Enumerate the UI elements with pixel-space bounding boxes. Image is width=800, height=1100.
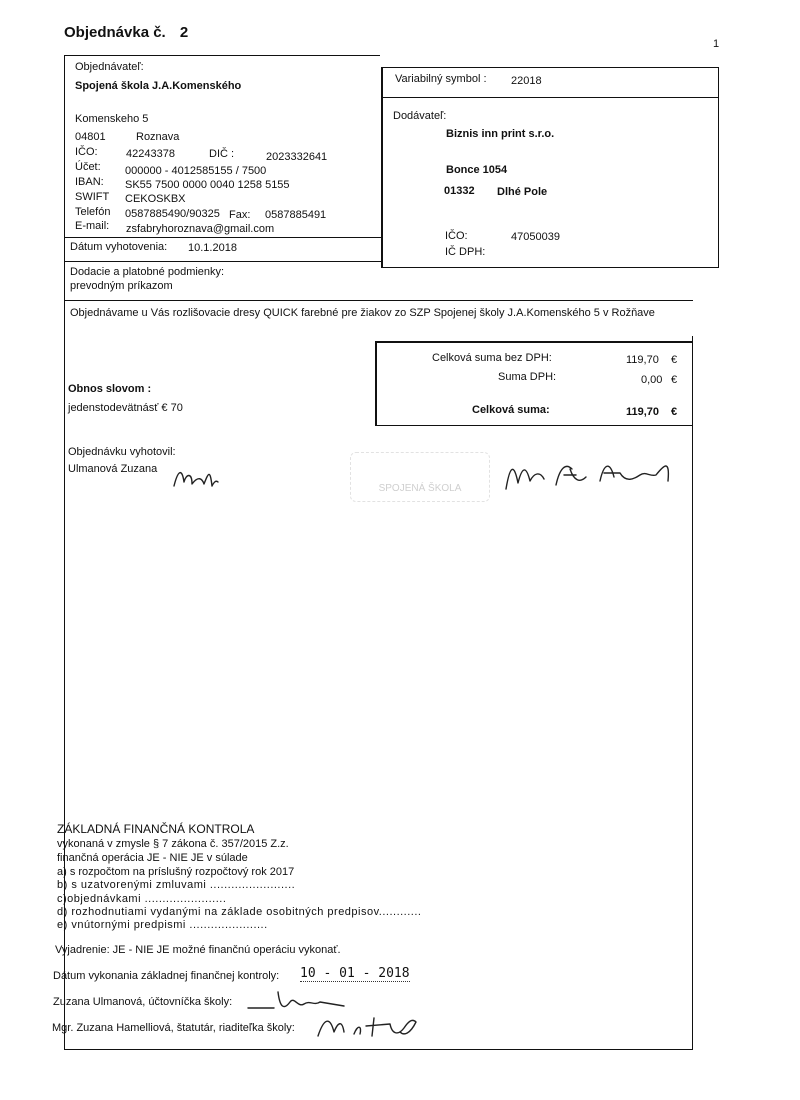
vat-label: Suma DPH: xyxy=(498,371,557,383)
fc-item-c: c)objednávkami ....................... xyxy=(57,893,227,905)
buyer-fax-label: Fax: xyxy=(229,209,251,221)
creation-date: 10.1.2018 xyxy=(188,242,237,254)
total-amount: 119,70 xyxy=(626,406,660,418)
buyer-email-label: E-mail: xyxy=(75,220,110,232)
buyer-iban: SK55 7500 0000 0040 1258 5155 xyxy=(125,179,290,191)
buyer-account-label: Účet: xyxy=(75,161,101,173)
supplier-zip: 01332 xyxy=(444,185,475,197)
buyer-street: Komenskeho 5 xyxy=(75,113,149,125)
buyer-city: Roznava xyxy=(136,131,180,143)
creation-date-label: Dátum vyhotovenia: xyxy=(70,241,168,253)
buyer-ico: 42243378 xyxy=(126,148,175,160)
currency-1: € xyxy=(671,354,678,366)
buyer-account: 000000 - 4012585155 / 7500 xyxy=(125,165,267,177)
director-signature-bottom xyxy=(314,1010,424,1042)
buyer-dic: 2023332641 xyxy=(266,151,328,163)
fc-statement: Vyjadrenie: JE - NIE JE možné finančnú operáciu vykonať. xyxy=(55,944,341,956)
total-no-vat-label: Celková suma bez DPH: xyxy=(432,352,552,364)
fc-date-value: 10 - 01 - 2018 xyxy=(300,966,410,981)
currency-2: € xyxy=(671,374,678,386)
fc-line-1: vykonaná v zmysle § 7 zákona č. 357/2015 Z.z. xyxy=(57,838,289,850)
buyer-swift: CEKOSKBX xyxy=(125,193,186,205)
buyer-dic-label: DIČ : xyxy=(209,148,235,160)
stamp-text: SPOJENÁ ŠKOLA xyxy=(378,483,462,494)
in-words-value: jedenstodevätnásť € 70 xyxy=(68,402,183,414)
terms-bottom-line xyxy=(64,300,693,301)
buyer-fax: 0587885491 xyxy=(265,209,327,221)
supplier-icdph-label: IČ DPH: xyxy=(445,246,486,258)
issued-by-label: Objednávku vyhotovil: xyxy=(68,446,176,458)
terms-label: Dodacie a platobné podmienky: xyxy=(70,266,225,278)
buyer-swift-label: SWIFT xyxy=(75,191,110,203)
issuer-signature xyxy=(170,464,220,494)
fc-director: Mgr. Zuzana Hamelliová, štatutár, riaditeľka školy: xyxy=(52,1022,295,1034)
fc-line-2: finančná operácia JE - NIE JE v súlade xyxy=(57,852,248,864)
terms-top-line xyxy=(64,261,381,262)
currency-3: € xyxy=(671,406,678,418)
terms-value: prevodným príkazom xyxy=(70,280,173,292)
school-stamp xyxy=(350,452,490,502)
total-label: Celková suma: xyxy=(472,404,550,416)
buyer-ico-label: IČO: xyxy=(75,146,98,158)
order-title-label: Objednávka č. xyxy=(64,24,166,41)
order-title xyxy=(64,24,188,41)
order-number: 2 xyxy=(179,24,189,41)
in-words-label: Obnos slovom : xyxy=(68,383,152,395)
frame-right-border xyxy=(692,336,693,1049)
supplier-street: Bonce 1054 xyxy=(446,164,508,176)
total-no-vat: 119,70 xyxy=(626,354,659,366)
director-signature xyxy=(500,455,680,495)
frame-top-border xyxy=(64,55,380,56)
fc-item-e: e) vnútornými predpismi ...................... xyxy=(57,919,268,931)
fc-item-a: a) s rozpočtom na príslušný rozpočtový rok 2017 xyxy=(57,866,295,878)
supplier-name: Biznis inn print s.r.o. xyxy=(446,128,555,140)
supplier-divider xyxy=(381,97,719,98)
vat-amount: 0,00 xyxy=(641,374,663,386)
buyer-label: Objednávateľ: xyxy=(75,61,144,73)
buyer-zip: 04801 xyxy=(75,131,106,143)
fc-item-b: b) s uzatvorenými zmluvami ........................ xyxy=(57,879,296,891)
buyer-phone: 0587885490/90325 xyxy=(125,208,220,220)
fc-item-d: d) rozhodnutiami vydanými na základe osobitných predpisov............ xyxy=(57,906,422,918)
fc-date-label: Dátum vykonania základnej finančnej kontroly: xyxy=(53,970,280,982)
variable-symbol-label: Variabilný symbol : xyxy=(395,73,487,85)
supplier-ico: 47050039 xyxy=(511,231,560,243)
buyer-name: Spojená škola J.A.Komenského xyxy=(75,80,242,92)
variable-symbol: 22018 xyxy=(511,75,542,87)
fc-title: ZÁKLADNÁ FINANČNÁ KONTROLA xyxy=(57,822,255,836)
page-number: 1 xyxy=(713,38,720,50)
buyer-phone-label: Telefón xyxy=(75,206,111,218)
buyer-iban-label: IBAN: xyxy=(75,176,104,188)
buyer-email: zsfabryhoroznava@gmail.com xyxy=(126,223,275,235)
buyer-date-divider xyxy=(64,237,381,238)
supplier-ico-label: IČO: xyxy=(445,230,468,242)
frame-bottom-border xyxy=(64,1049,693,1050)
fc-accountant: Zuzana Ulmanová, účtovníčka školy: xyxy=(53,996,233,1008)
issued-by-name: Ulmanová Zuzana xyxy=(68,463,158,475)
supplier-label: Dodávateľ: xyxy=(393,110,447,122)
order-description: Objednávame u Vás rozlišovacie dresy QUICK farebné pre žiakov zo SZP Spojenej školy J.A.Komenského 5 v Rožňave xyxy=(70,307,655,319)
supplier-city: Dlhé Pole xyxy=(497,186,548,198)
